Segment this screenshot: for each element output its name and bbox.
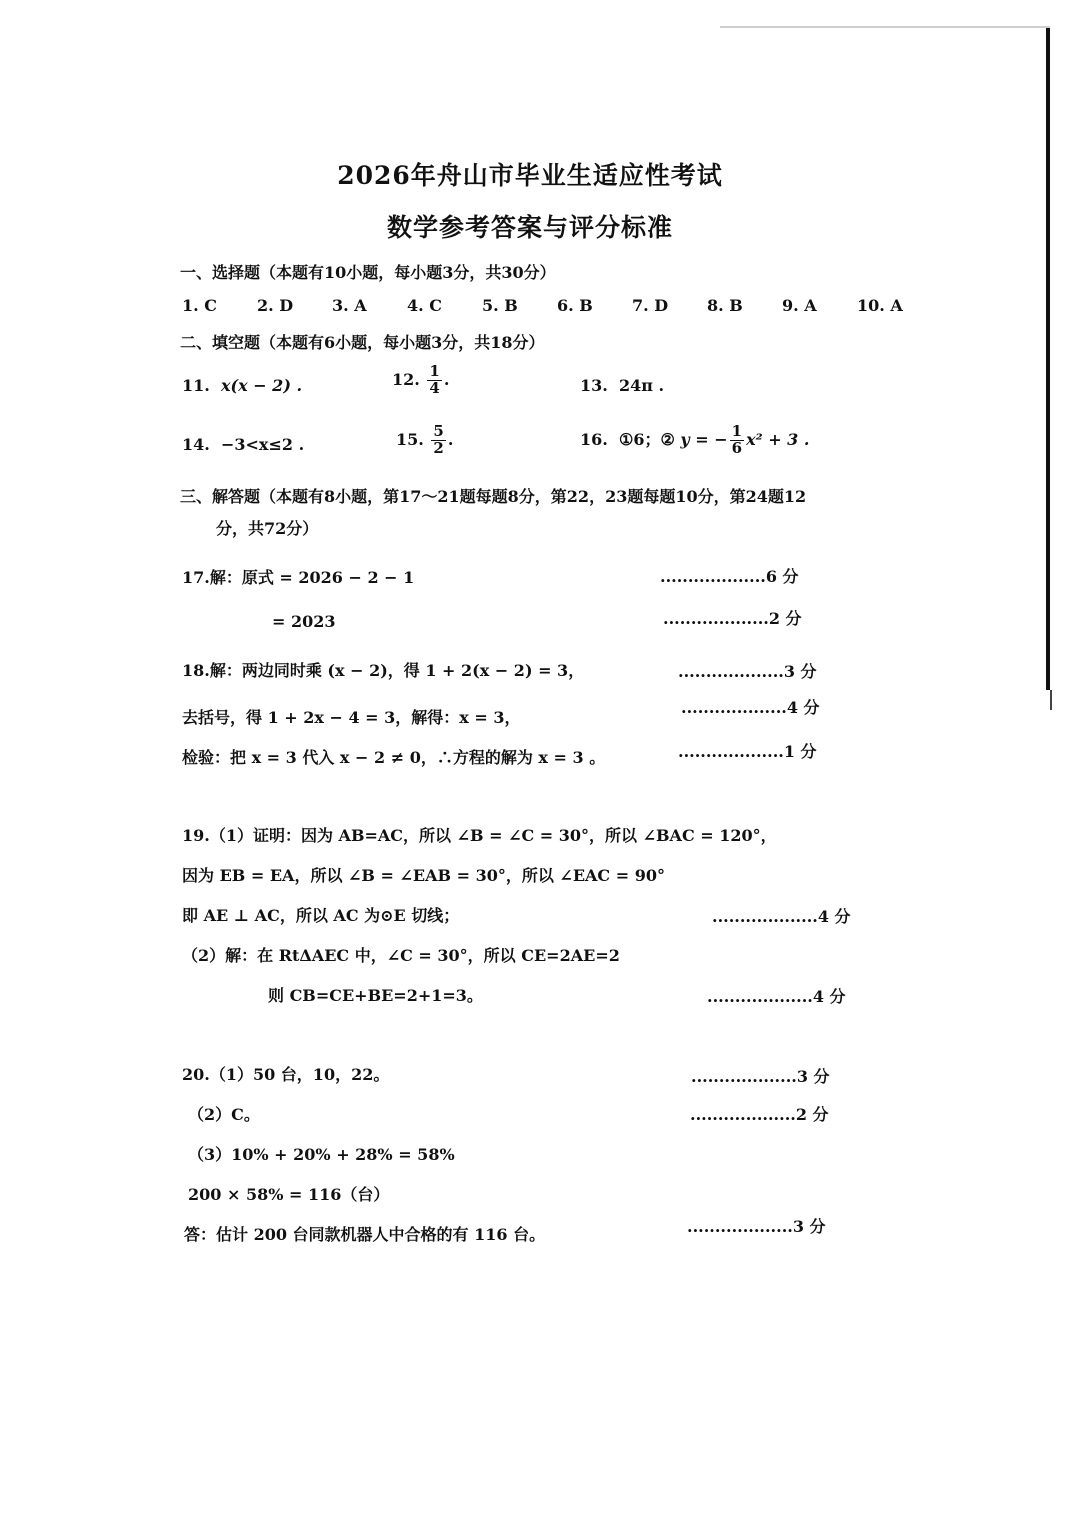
- q14-number: 14.: [182, 435, 210, 454]
- q20-line2: （2）C。: [188, 1105, 260, 1124]
- q12-tail: .: [443, 369, 450, 389]
- q19-line1: 19.（1）证明：因为 AB=AC，所以 ∠B = ∠C = 30°，所以 ∠BAC = 120°，: [182, 826, 777, 845]
- q12-fraction: [427, 364, 441, 397]
- q15-denominator: 2: [433, 438, 444, 457]
- q19-line5: 则 CB=CE+BE=2+1=3。: [268, 986, 483, 1005]
- doc-title: 2026年舟山市毕业生适应性考试: [337, 161, 723, 190]
- q20-score3: ...................3 分: [687, 1217, 826, 1236]
- section1-heading: 一、选择题（本题有10小题，每小题3分，共30分）: [180, 263, 556, 282]
- q16-number: 16.: [580, 429, 608, 449]
- q18-line2: 去括号，得 1 + 2x − 4 = 3，解得：x = 3，: [182, 708, 521, 727]
- q17-score1: ...................6 分: [660, 567, 799, 586]
- q15-fraction: [431, 424, 445, 457]
- scan-right-edge: [1046, 28, 1050, 690]
- q18-line1: 18.解：两边同时乘 (x − 2)，得 1 + 2(x − 2) = 3，: [182, 661, 585, 680]
- answer-1: 1. C: [182, 296, 218, 315]
- q16-lhs: y = −: [680, 429, 728, 449]
- q11-answer: x(x − 2) .: [220, 376, 303, 395]
- fill-q11: [182, 376, 302, 395]
- fill-q12: [392, 364, 449, 397]
- q12-number: 12.: [392, 369, 420, 389]
- q13-answer: 24π .: [618, 376, 665, 395]
- scan-top-edge: [720, 26, 1050, 28]
- q19-score2: ...................4 分: [707, 987, 846, 1006]
- q19-line2: 因为 EB = EA，所以 ∠B = ∠EAB = 30°，所以 ∠EAC = 90°: [182, 866, 665, 885]
- q16-numerator: 1: [731, 422, 743, 440]
- section2-heading: 二、填空题（本题有6小题，每小题3分，共18分）: [180, 333, 545, 352]
- q15-number: 15.: [396, 429, 424, 449]
- fill-q16: [580, 424, 809, 457]
- q15-tail: .: [447, 429, 454, 449]
- q19-score1: ...................4 分: [712, 907, 851, 926]
- answer-2: 2. D: [257, 296, 294, 315]
- q18-line3: 检验：把 x = 3 代入 x − 2 ≠ 0，∴方程的解为 x = 3 。: [182, 748, 606, 767]
- q20-line5: 答：估计 200 台同款机器人中合格的有 116 台。: [184, 1225, 546, 1244]
- fill-q13: [580, 376, 664, 395]
- q18-score3: ...................1 分: [678, 742, 817, 761]
- answer-3: 3. A: [332, 296, 367, 315]
- q20-score1: ...................3 分: [691, 1067, 830, 1086]
- q17-line2: = 2023: [272, 612, 336, 631]
- q16-fraction: [730, 424, 744, 457]
- q16-denominator: 6: [731, 438, 743, 457]
- answer-4: 4. C: [407, 296, 443, 315]
- fill-q14: [182, 435, 304, 454]
- q20-line4: 200 × 58% = 116（台）: [188, 1185, 390, 1204]
- choice-answers: [182, 296, 932, 315]
- q12-numerator: 1: [429, 362, 440, 380]
- q16-rhs: x² + 3 .: [746, 429, 810, 449]
- q17-line1: 17.解：原式 = 2026 − 2 − 1: [182, 568, 415, 587]
- doc-subtitle: 数学参考答案与评分标准: [386, 213, 673, 242]
- q11-number: 11.: [182, 376, 210, 395]
- q19-line3: 即 AE ⊥ AC，所以 AC 为⊙E 切线；: [182, 906, 460, 925]
- q18-score1: ...................3 分: [678, 662, 817, 681]
- q12-denominator: 4: [429, 378, 440, 397]
- answer-7: 7. D: [632, 296, 669, 315]
- q20-line3: （3）10% + 20% + 28% = 58%: [188, 1145, 455, 1164]
- q16-part1: ①6；②: [618, 429, 675, 449]
- answer-9: 9. A: [782, 296, 817, 315]
- q20-line1: 20.（1）50 台，10，22。: [182, 1065, 390, 1084]
- section3-heading-line1: 三、解答题（本题有8小题，第17～21题每题8分，第22，23题每题10分，第24题12: [180, 487, 807, 506]
- answer-5: 5. B: [482, 296, 518, 315]
- q18-score2: ...................4 分: [681, 698, 820, 717]
- answer-6: 6. B: [557, 296, 593, 315]
- q14-answer: −3<x≤2 .: [220, 435, 305, 454]
- q20-score2: ...................2 分: [690, 1105, 829, 1124]
- q13-number: 13.: [580, 376, 608, 395]
- q15-numerator: 5: [433, 422, 444, 440]
- section3-heading-line2: 分，共72分）: [216, 519, 319, 538]
- fill-q15: [396, 424, 453, 457]
- scan-right-edge-tail: [1050, 690, 1052, 710]
- q19-line4: （2）解：在 RtΔAEC 中，∠C = 30°，所以 CE=2AE=2: [182, 946, 620, 965]
- q17-score2: ...................2 分: [663, 609, 802, 628]
- answer-10: 10. A: [857, 296, 903, 315]
- answer-8: 8. B: [707, 296, 743, 315]
